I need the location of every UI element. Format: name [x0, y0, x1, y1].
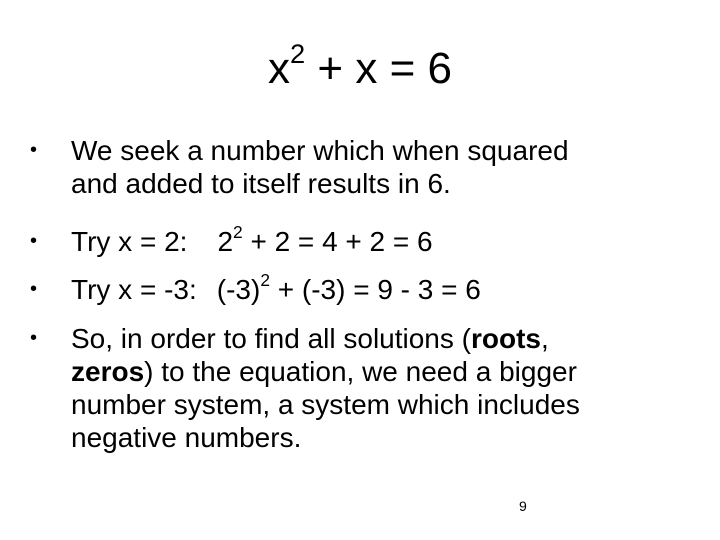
trial-label: Try x = -3: — [71, 274, 197, 305]
bullet-text — [71, 322, 701, 454]
text-run: ) to the equation, we need a bigger — [144, 356, 577, 387]
bullet-dot: • — [30, 278, 38, 300]
expr-rest: + (-3) = 9 - 3 = 6 — [269, 274, 481, 305]
bullet-line: and added to itself results in 6. — [71, 168, 451, 199]
title-exponent: 2 — [290, 38, 306, 70]
bullet-text — [71, 270, 701, 306]
term-zeros: zeros — [71, 356, 145, 387]
bullet-line — [71, 322, 701, 355]
term-roots: roots — [470, 323, 541, 354]
expr-base: (-3) — [216, 274, 261, 305]
expr-rest: + 2 = 4 + 2 = 6 — [242, 226, 433, 257]
bullet-line: number system, a system which includes — [71, 389, 580, 420]
slide-title — [0, 38, 720, 96]
trial-label: Try x = 2: — [71, 226, 188, 257]
text-run: So, in order to find all solutions ( — [71, 323, 471, 354]
title-base: x — [268, 44, 291, 93]
page-number: 9 — [519, 498, 527, 514]
expr-exponent: 2 — [233, 222, 243, 243]
bullet-line — [71, 222, 701, 258]
bullet-line: We seek a number which when squared — [71, 135, 569, 166]
bullet-dot: • — [30, 139, 38, 161]
bullet-line — [71, 355, 701, 388]
bullet-text — [71, 222, 701, 258]
bullet-line — [71, 270, 701, 306]
bullet-dot: • — [30, 327, 38, 349]
expr-base: 2 — [217, 226, 234, 257]
title-rest: + x = 6 — [305, 44, 452, 93]
text-run: , — [540, 323, 549, 354]
bullet-dot: • — [30, 230, 38, 252]
bullet-line: negative numbers. — [71, 422, 302, 453]
bullet-text — [71, 134, 701, 200]
expr-exponent: 2 — [260, 270, 270, 291]
